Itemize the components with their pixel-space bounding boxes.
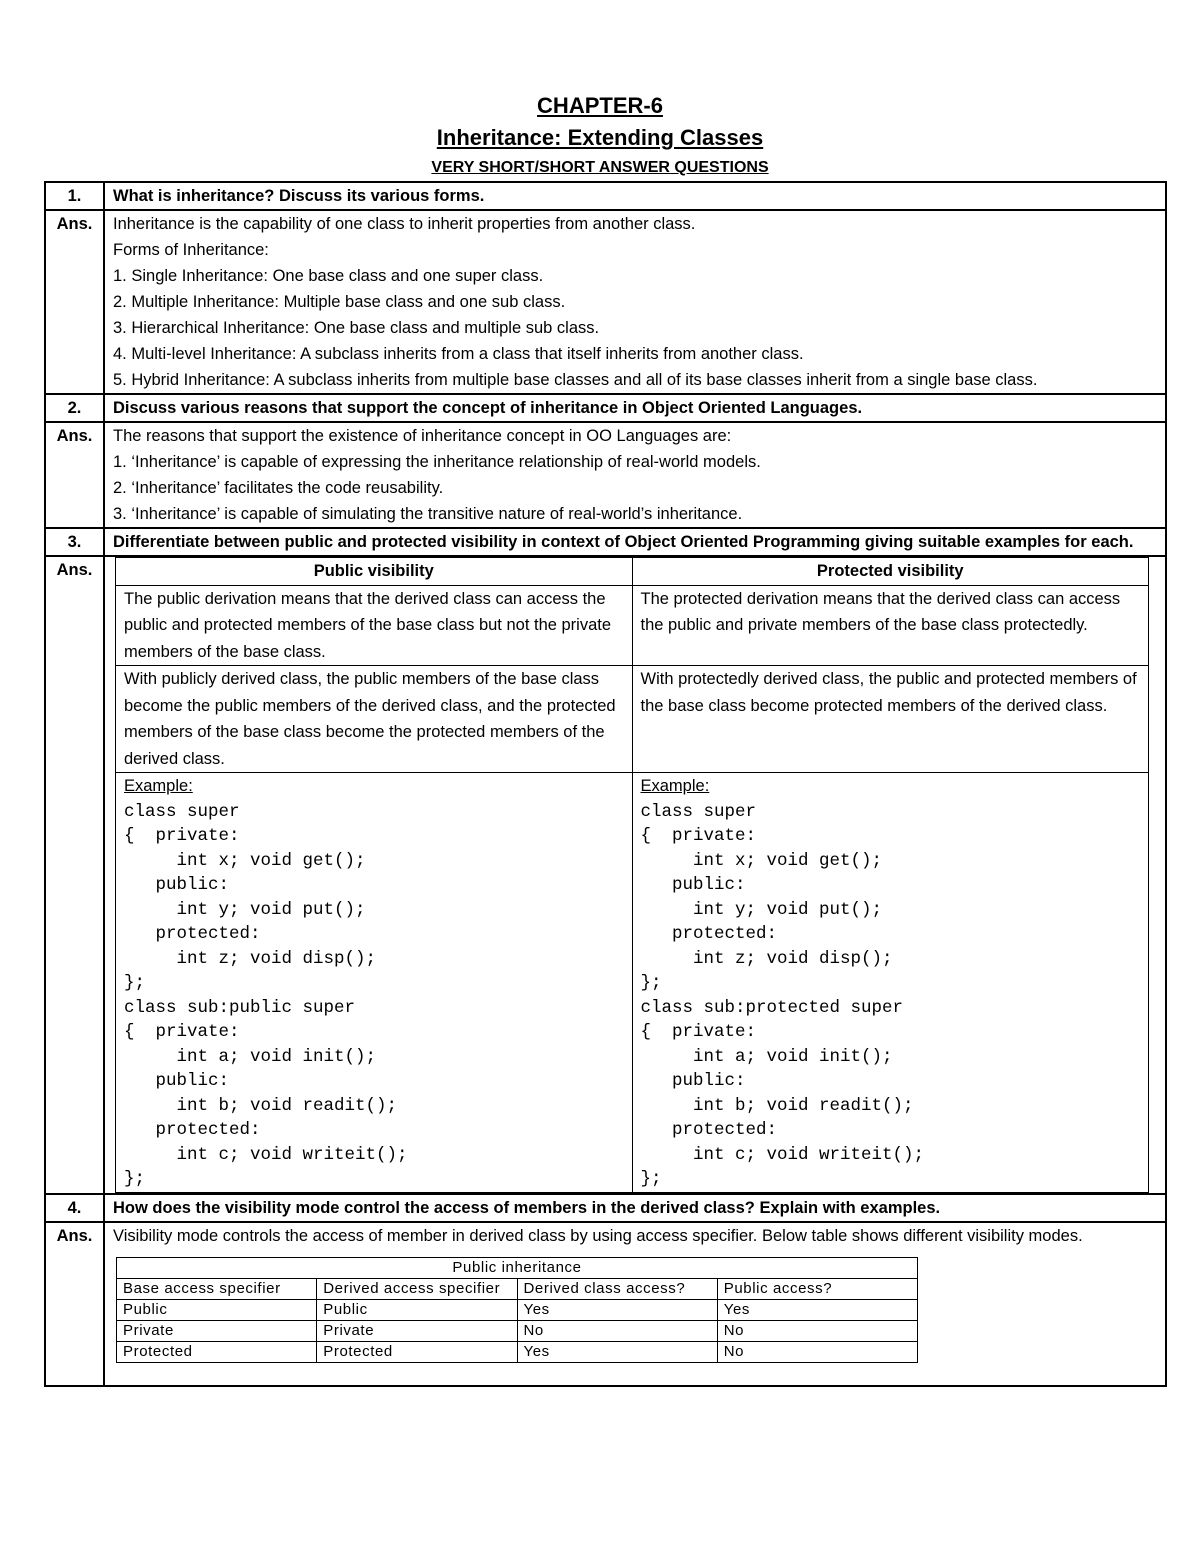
question-text: What is inheritance? Discuss its various forms. [104, 182, 1166, 210]
answer-line: 2. Multiple Inheritance: Multiple base class and one sub class. [113, 293, 566, 311]
question-text: Discuss various reasons that support the concept of inheritance in Object Oriented Languages. [104, 394, 1166, 422]
public-code-example: class super { private: int x; void get(); public: int y; void put(); protected: int z; void disp(); }; class sub:public super { private: int a; void init(); public: int b; void readit(); protected: int c; void writeit(); }; [124, 801, 408, 1189]
chapter-title: Inheritance: Extending Classes [436, 125, 764, 150]
protected-visibility-header: Protected visibility [632, 558, 1149, 586]
column-header: Public access? [717, 1278, 917, 1299]
answer-content [104, 556, 1166, 1194]
question-number: 1. [45, 182, 104, 210]
section-heading: VERY SHORT/SHORT ANSWER QUESTIONS [431, 159, 769, 176]
question-row-3 [45, 528, 1166, 556]
protected-members-text: With protectedly derived class, the public and protected members of the base class become protected members of the derived class. [632, 666, 1149, 773]
table-cell: Protected [117, 1341, 317, 1362]
answer-label: Ans. [45, 1222, 104, 1386]
table-header-row [117, 1278, 918, 1299]
answer-label: Ans. [45, 422, 104, 528]
answer-label: Ans. [45, 210, 104, 394]
example-label: Example: [124, 777, 193, 795]
column-header: Derived class access? [517, 1278, 717, 1299]
qa-table [44, 181, 1167, 1387]
table-row [117, 1341, 918, 1362]
table-caption: Public inheritance [117, 1257, 918, 1278]
answer-line: 5. Hybrid Inheritance: A subclass inherits from multiple base classes and all of its base classes inherit from a single base class. [113, 371, 1038, 389]
table-row [117, 1320, 918, 1341]
table-cell: Private [317, 1320, 517, 1341]
answer-line: 3. Hierarchical Inheritance: One base class and multiple sub class. [113, 319, 600, 337]
table-cell: No [717, 1341, 917, 1362]
protected-code-example: class super { private: int x; void get(); public: int y; void put(); protected: int z; void disp(); }; class sub:protected super { private: int a; void init(); public: int b; void readit(); protected: int c; void writeit(); }; [640, 801, 925, 1189]
answer-line: 2. ‘Inheritance’ facilitates the code reusability. [113, 479, 444, 497]
table-cell: Yes [517, 1299, 717, 1320]
answer-line: Forms of Inheritance: [113, 241, 269, 259]
answer-row-4 [45, 1222, 1166, 1386]
question-number: 2. [45, 394, 104, 422]
table-cell: Yes [717, 1299, 917, 1320]
table-cell: Protected [317, 1341, 517, 1362]
answer-line: Inheritance is the capability of one class to inherit properties from another class. [113, 215, 696, 233]
answer-line: 4. Multi-level Inheritance: A subclass inherits from a class that itself inherits from another class. [113, 345, 804, 363]
table-cell: Private [117, 1320, 317, 1341]
question-row-1 [45, 182, 1166, 210]
public-derivation-text: The public derivation means that the derived class can access the public and protected members of the base class but not the private members of the base class. [116, 585, 633, 666]
answer-line: The reasons that support the existence of inheritance concept in OO Languages are: [113, 427, 732, 445]
table-row [117, 1299, 918, 1320]
question-row-4 [45, 1194, 1166, 1222]
example-label: Example: [640, 777, 710, 795]
table-cell: No [717, 1320, 917, 1341]
table-cell: Public [317, 1299, 517, 1320]
public-members-text: With publicly derived class, the public members of the base class become the public members of the derived class, and the protected members of the base class become the protected members of the derived class. [116, 666, 633, 773]
answer-row-1 [45, 210, 1166, 394]
question-text: Differentiate between public and protected visibility in context of Object Oriented Programming giving suitable examples for each. [104, 528, 1166, 556]
public-visibility-header: Public visibility [116, 558, 633, 586]
table-cell: Yes [517, 1341, 717, 1362]
answer-line: 3. ‘Inheritance’ is capable of simulating the transitive nature of real-world’s inheritance. [113, 505, 743, 523]
access-specifier-table [116, 1257, 918, 1363]
public-example-cell [116, 773, 633, 1193]
answer-label: Ans. [45, 556, 104, 1194]
answer-row-2 [45, 422, 1166, 528]
question-number: 3. [45, 528, 104, 556]
table-cell: No [517, 1320, 717, 1341]
column-header: Base access specifier [117, 1278, 317, 1299]
table-cell: Public [117, 1299, 317, 1320]
answer-text [104, 210, 1166, 394]
column-header: Derived access specifier [317, 1278, 517, 1299]
answer-row-3 [45, 556, 1166, 1194]
protected-example-cell [632, 773, 1149, 1193]
answer-line: 1. ‘Inheritance’ is capable of expressing the inheritance relationship of real-world models. [113, 453, 761, 471]
visibility-comparison-table [115, 557, 1149, 1193]
answer-text [104, 422, 1166, 528]
answer-text: Visibility mode controls the access of member in derived class by using access specifier. Below table shows different visibility modes. [113, 1226, 1083, 1245]
question-row-2 [45, 394, 1166, 422]
question-text: How does the visibility mode control the access of members in the derived class? Explain with examples. [104, 1194, 1166, 1222]
answer-line: 1. Single Inheritance: One base class and one super class. [113, 267, 544, 285]
chapter-heading: CHAPTER-6 [537, 93, 663, 118]
protected-derivation-text: The protected derivation means that the derived class can access the public and private members of the base class protectedly. [632, 585, 1149, 666]
question-number: 4. [45, 1194, 104, 1222]
answer-content [104, 1222, 1166, 1386]
